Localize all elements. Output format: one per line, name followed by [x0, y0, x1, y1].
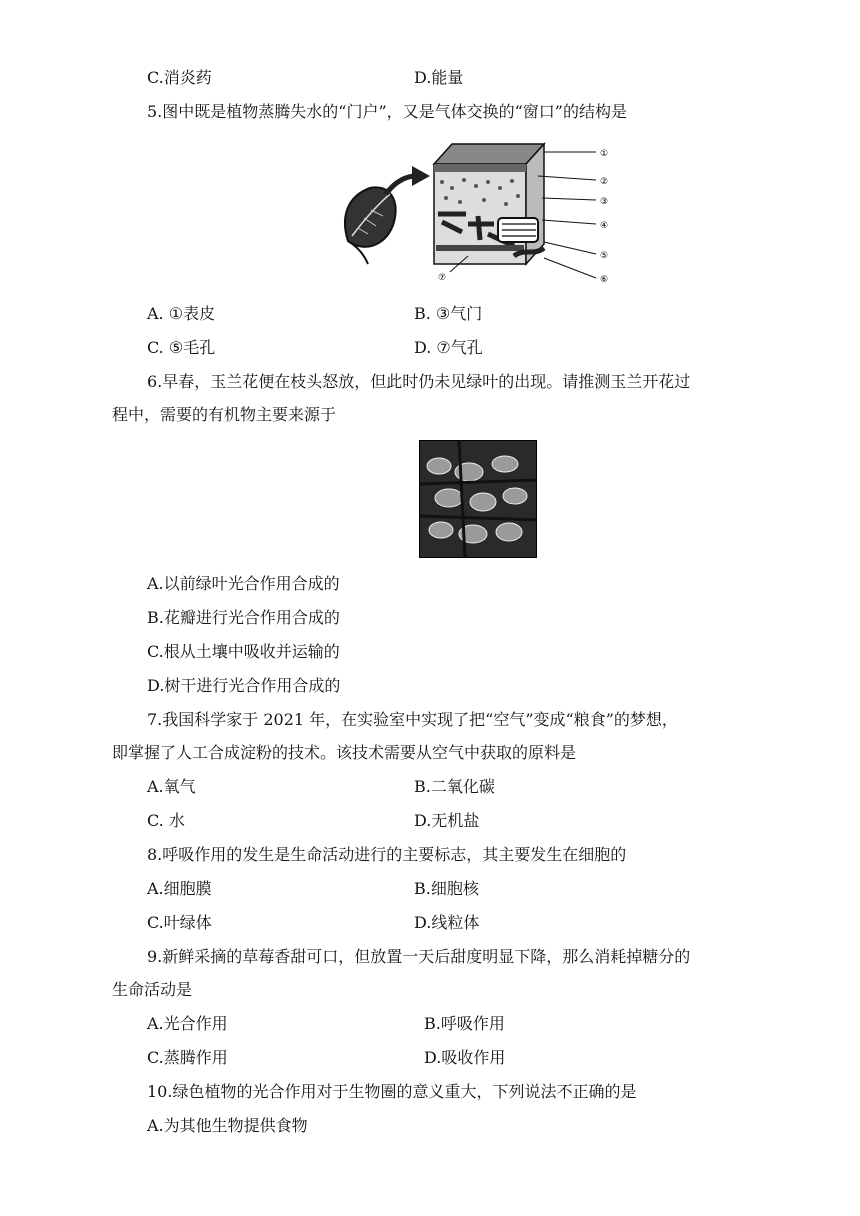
q9-option-d: D.吸收作用: [424, 1048, 506, 1067]
q4-option-c: C.消炎药: [147, 68, 212, 87]
question-8: 8.呼吸作用的发生是生命活动进行的主要标志，其主要发生在细胞的: [147, 845, 627, 864]
question-5: 5.图中既是植物蒸腾失水的“门户”，又是气体交换的“窗口”的结构是: [147, 102, 627, 121]
leaf-cross-section-figure: [338, 136, 618, 300]
arrow-icon: [386, 166, 430, 194]
magnolia-photo: [419, 440, 537, 558]
figure-label-2: ②: [600, 177, 609, 187]
question-9-line-1: 9.新鲜采摘的草莓香甜可口，但放置一天后甜度明显下降，那么消耗掉糖分的: [147, 947, 691, 966]
q4-option-d: D.能量: [414, 68, 464, 87]
figure-label-6: ⑥: [600, 275, 609, 285]
q9-option-b: B.呼吸作用: [424, 1014, 505, 1033]
q8-option-d: D.线粒体: [414, 913, 480, 932]
question-9-line-2: 生命活动是: [112, 980, 193, 999]
q10-option-a: A.为其他生物提供食物: [147, 1116, 308, 1135]
q6-option-a: A.以前绿叶光合作用合成的: [147, 574, 340, 593]
leaf-block-diagram: [434, 144, 544, 264]
q5-option-c: C. ⑤毛孔: [147, 338, 216, 357]
q7-option-b: B.二氧化碳: [414, 777, 495, 796]
q7-option-a: A.氧气: [147, 777, 196, 796]
question-6-line-1: 6.早春，玉兰花便在枝头怒放，但此时仍未见绿叶的出现。请推测玉兰开花过: [147, 372, 691, 391]
figure-label-4: ④: [600, 221, 609, 231]
q8-option-b: B.细胞核: [414, 879, 479, 898]
question-7-line-1: 7.我国科学家于 2021 年，在实验室中实现了把“空气”变成“粮食”的梦想，: [147, 710, 678, 729]
figure-label-3: ③: [600, 197, 609, 207]
leaf-icon: [345, 187, 396, 264]
q7-option-d: D.无机盐: [414, 811, 480, 830]
q6-option-d: D.树干进行光合作用合成的: [147, 676, 341, 695]
q9-option-a: A.光合作用: [147, 1014, 228, 1033]
figure-label-1: ①: [600, 149, 609, 159]
q7-option-c: C. 水: [147, 811, 185, 830]
figure-label-7: ⑦: [438, 273, 447, 283]
q8-option-a: A.细胞膜: [147, 879, 212, 898]
question-7-line-2: 即掌握了人工合成淀粉的技术。该技术需要从空气中获取的原料是: [112, 743, 577, 762]
question-6-line-2: 程中，需要的有机物主要来源于: [112, 405, 337, 424]
question-10: 10.绿色植物的光合作用对于生物圈的意义重大，下列说法不正确的是: [147, 1082, 637, 1101]
q9-option-c: C.蒸腾作用: [147, 1048, 228, 1067]
q8-option-c: C.叶绿体: [147, 913, 212, 932]
q5-option-b: B. ③气门: [414, 304, 483, 323]
q6-option-c: C.根从土壤中吸收并运输的: [147, 642, 340, 661]
q6-option-b: B.花瓣进行光合作用合成的: [147, 608, 340, 627]
q5-option-d: D. ⑦气孔: [414, 338, 483, 357]
figure-label-5: ⑤: [600, 251, 609, 261]
q5-option-a: A. ①表皮: [147, 304, 216, 323]
